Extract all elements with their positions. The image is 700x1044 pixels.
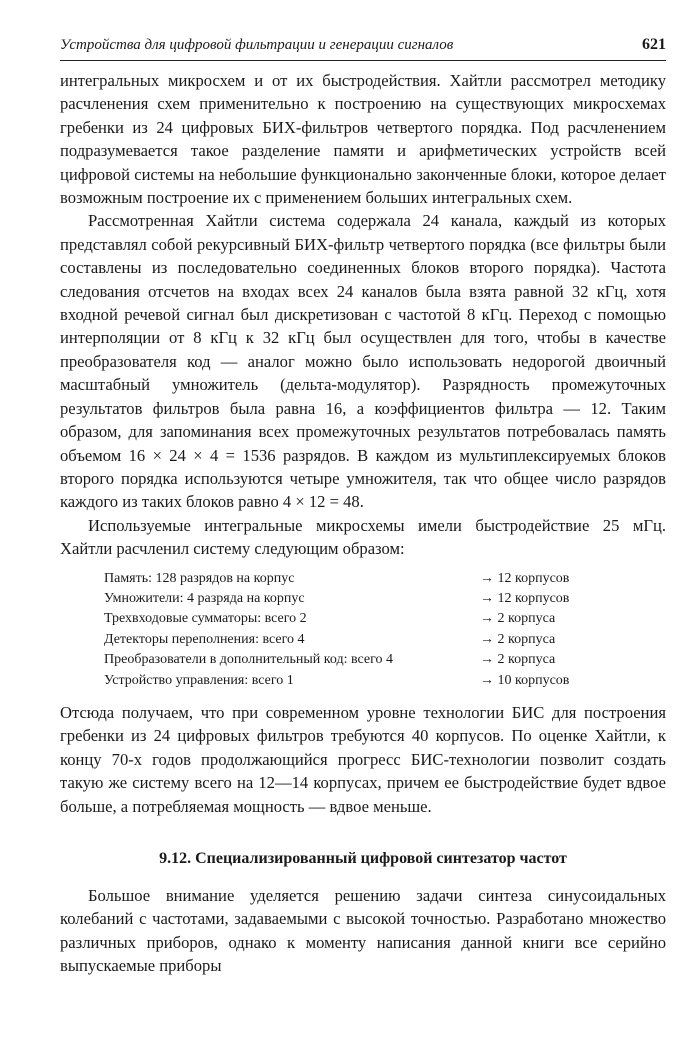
page-number: 621	[642, 36, 666, 53]
page	[60, 36, 666, 978]
parts-count: → 12 корпусов	[480, 570, 570, 586]
paragraph-partition-intro: Используемые интегральные микросхемы имели быстродействие 25 мГц. Хайтли расчленил систему следующим образом:	[60, 515, 666, 559]
parts-count: → 2 корпуса	[480, 652, 556, 668]
parts-item: Детекторы переполнения: всего 4	[104, 631, 305, 647]
parts-count: → 2 корпуса	[480, 631, 556, 647]
list-item	[104, 609, 569, 629]
parts-item: Умножители: 4 разряда на корпус	[104, 590, 305, 606]
list-item	[104, 650, 569, 670]
running-title: Устройства для цифровой фильтрации и генерации сигналов	[60, 37, 454, 53]
list-item	[104, 630, 569, 650]
parts-count: → 10 корпусов	[480, 672, 570, 688]
paragraph-continuation: интегральных микросхем и от их быстродействия. Хайтли рассмотрел методику расчленения схем применительно к построению на существующих микросхемах гребенки из 24 цифровых БИХ-фильтров четвертого порядка. Под расчленением подразумевается такое разделение памяти и арифметических устройств всей цифровой системы на небольшие функционально законченные блоки, которое делает возможным построение их с применением больших интегральных схем.	[60, 71, 666, 208]
list-item	[104, 569, 569, 589]
section-heading: 9.12. Специализированный цифровой синтезатор частот	[159, 850, 567, 867]
paragraph-system-description: Рассмотренная Хайтли система содержала 24 канала, каждый из которых представлял собой рекурсивный БИХ-фильтр четвертого порядка (все фильтры были составлены из последовательно соединенных блоков второго порядка). Частота следования отсчетов на входах всех 24 каналов была взята равной 32 кГц, хотя входной речевой сигнал был дискретизован с частотой 8 кГц. Переход с помощью интерполяции от 8 кГц к 32 кГц был осуществлен для того, чтобы в качестве преобразователя код — аналог можно было использовать недорогой двоичный масштабный умножитель (дельта-модулятор). Разрядность промежуточных результатов фильтров была равна 16, а коэффициентов фильтра — 12. Таким образом, для запоминания всех промежуточных результатов потребовалась память объемом 16 × 24 × 4 = 1536 разрядов. В каждом из мультиплексируемых блоков второго порядка используются четыре умножителя, так что общее число разрядов каждого из таких блоков равно 4 × 12 = 48.	[60, 211, 666, 512]
parts-item: Преобразователи в дополнительный код: всего 4	[104, 652, 394, 668]
parts-item: Трехвходовые сумматоры: всего 2	[104, 611, 307, 627]
list-item	[104, 671, 569, 691]
parts-count: → 2 корпуса	[480, 611, 556, 627]
list-item	[104, 589, 569, 609]
parts-list	[104, 569, 569, 691]
paragraph-conclusion: Отсюда получаем, что при современном уровне технологии БИС для построения гребенки из 24 цифровых фильтров требуются 40 корпусов. По оценке Хайтли, к концу 70-х годов продолжающийся прогресс БИС-технологии позволит создать такую же систему всего на 12—14 корпусах, причем ее быстродействие будет вдвое больше, а потребляемая мощность — вдвое меньше.	[60, 702, 666, 816]
parts-item: Устройство управления: всего 1	[104, 672, 294, 688]
paragraph-section-body: Большое внимание уделяется решению задачи синтеза синусоидальных колебаний с частотами, задаваемыми с высокой точностью. Разработано множество различных приборов, однако к моменту написания данной книги все серийно выпускаемые приборы	[60, 886, 666, 976]
running-header	[60, 36, 666, 61]
parts-count: → 12 корпусов	[480, 590, 570, 606]
parts-item: Память: 128 разрядов на корпус	[104, 570, 295, 586]
